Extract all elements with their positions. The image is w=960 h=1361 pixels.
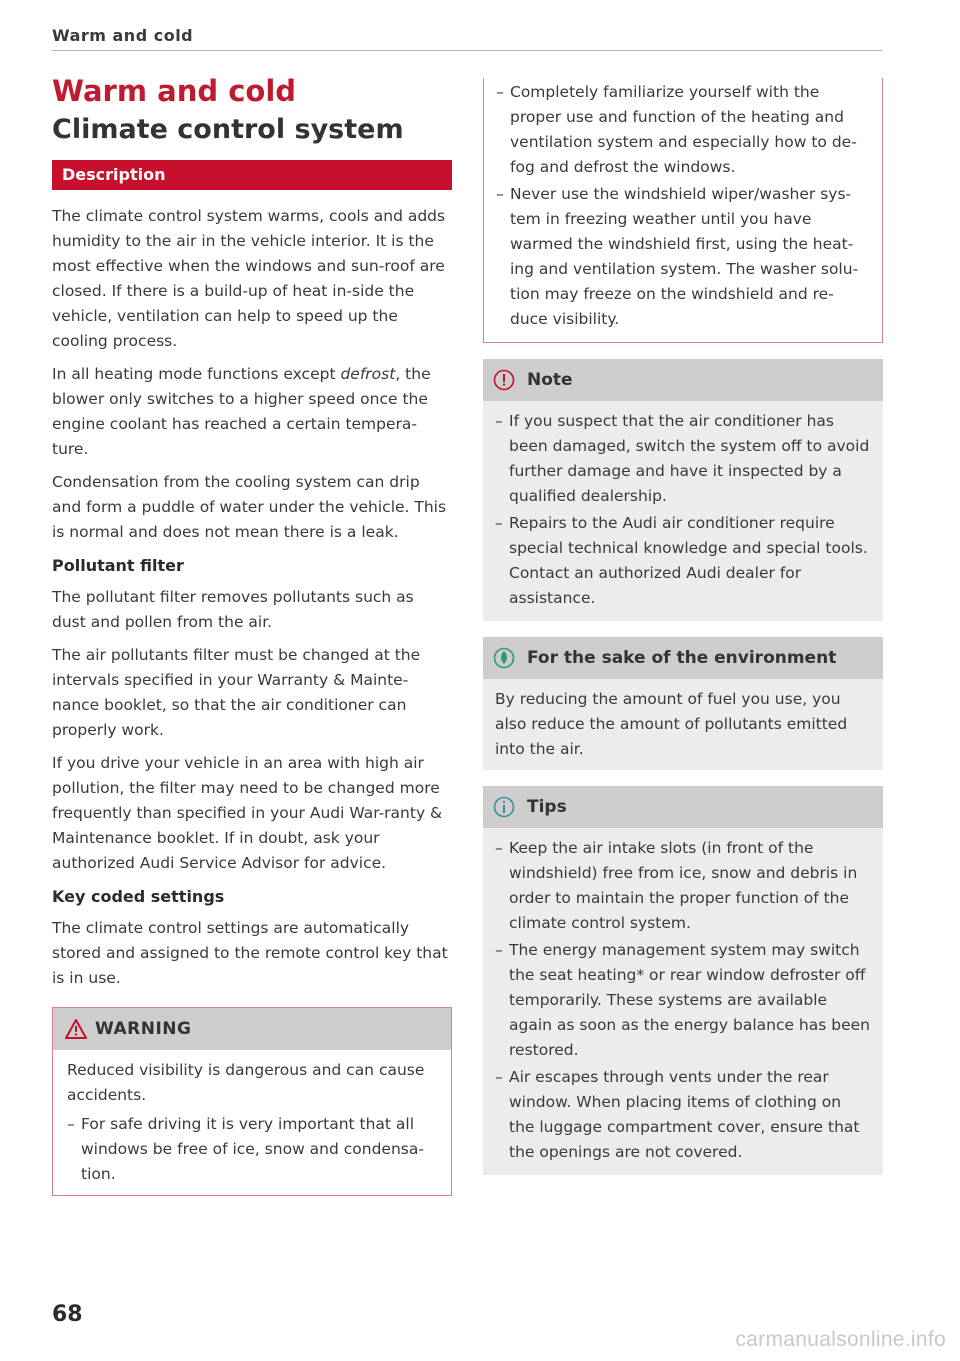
paragraph-heating-end: , the blower only switches to a higher speed once the engine coolant has reached a certain tempera-ture. (52, 365, 431, 458)
description-bar: Description (52, 160, 452, 190)
note-list (495, 409, 871, 611)
tips-header (483, 786, 883, 828)
tips-box (483, 786, 883, 1175)
paragraph-intro: The climate control system warms, cools and adds humidity to the air in the vehicle interior. It is the most effective when the windows and sun-roof are closed. If there is a build-up of heat in-side the vehicle, ventilation can help to speed up the cooling process. (52, 207, 446, 350)
paragraph-condensation: Condensation from the cooling system can drip and form a puddle of water under the vehicle. This is normal and does not mean there is a leak. (52, 473, 447, 541)
environment-box (483, 637, 883, 770)
section-title: Climate control system (52, 114, 404, 145)
left-column (52, 72, 452, 1196)
right-column (483, 78, 883, 1175)
warning-triangle-icon (65, 1019, 87, 1039)
note-exclamation-icon (493, 369, 515, 391)
warning-continued-list (496, 80, 868, 332)
note-header (483, 359, 883, 401)
paragraph-pollutant-1: The pollutant filter removes pollutants such as dust and pollen from the air. (52, 588, 414, 631)
note-body (483, 401, 883, 621)
list-item: – Air escapes through vents under the rear window. When placing items of clothing on the luggage compartment cover, ensure that the openings are not covered. (495, 1065, 871, 1165)
paragraph-heating (52, 362, 452, 462)
key-coded-heading: Key coded settings (52, 887, 225, 906)
warning-body (53, 1050, 451, 1195)
warning-title: WARNING (95, 1019, 192, 1039)
watermark[interactable]: carmanualsonline.info (735, 1328, 946, 1351)
chapter-title: Warm and cold (52, 74, 297, 108)
tips-title: Tips (527, 797, 567, 817)
list-item: – Repairs to the Audi air conditioner require special technical knowledge and special tools. Contact an authorized Audi dealer for assistance. (495, 511, 871, 611)
note-title: Note (527, 370, 573, 390)
paragraph-key-coded: The climate control settings are automatically stored and assigned to the remote control key that is in use. (52, 919, 448, 987)
environment-text: By reducing the amount of fuel you use, you also reduce the amount of pollutants emitted into the air. (495, 690, 848, 758)
list-item: – Never use the windshield wiper/washer sys-tem in freezing weather until you have warmed the windshield first, using the heat-ing and ventilation system. The washer solu-tion may freeze on the windshield and re-duce visibility. (496, 182, 868, 332)
defrost-emphasis: defrost (340, 365, 396, 383)
warning-list (67, 1112, 437, 1187)
list-item: – If you suspect that the air conditioner has been damaged, switch the system off to avoid further damage and have it inspected by a qualified dealership. (495, 409, 871, 509)
warning-continued-box (483, 78, 883, 343)
header-rule (52, 50, 882, 51)
list-item: – The energy management system may switch the seat heating* or rear window defroster off temporarily. These systems are available again as soon as the energy balance has been restored. (495, 938, 871, 1063)
environment-header (483, 637, 883, 679)
environment-leaf-icon (493, 647, 515, 669)
warning-header (53, 1008, 451, 1050)
tips-list (495, 836, 871, 1165)
page-number: 68 (52, 1302, 83, 1327)
note-box (483, 359, 883, 621)
paragraph-pollutant-3: If you drive your vehicle in an area with high air pollution, the filter may need to be changed more frequently than specified in your Audi War-ranty & Maintenance booklet. If in doubt, ask your authorized Audi Service Advisor for advice. (52, 754, 443, 872)
list-item: – Completely familiarize yourself with the proper use and function of the heating and ventilation system and especially how to de-fog and defrost the windows. (496, 80, 868, 180)
list-item: – For safe driving it is very important that all windows be free of ice, snow and condensa-tion. (67, 1112, 437, 1187)
paragraph-pollutant-2: The air pollutants filter must be changed at the intervals specified in your Warranty & Mainte-nance booklet, so that the air conditioner can properly work. (52, 646, 421, 739)
warning-intro: Reduced visibility is dangerous and can cause accidents. (67, 1061, 425, 1104)
environment-title: For the sake of the environment (527, 648, 837, 668)
warning-box (52, 1007, 452, 1196)
tips-body (483, 828, 883, 1175)
running-header: Warm and cold (52, 26, 194, 45)
list-item: – Keep the air intake slots (in front of the windshield) free from ice, snow and debris in order to maintain the proper function of the climate control system. (495, 836, 871, 936)
pollutant-filter-heading: Pollutant filter (52, 556, 184, 575)
environment-body (483, 679, 883, 770)
paragraph-heating-start: In all heating mode functions except (52, 365, 341, 383)
info-icon (493, 796, 515, 818)
